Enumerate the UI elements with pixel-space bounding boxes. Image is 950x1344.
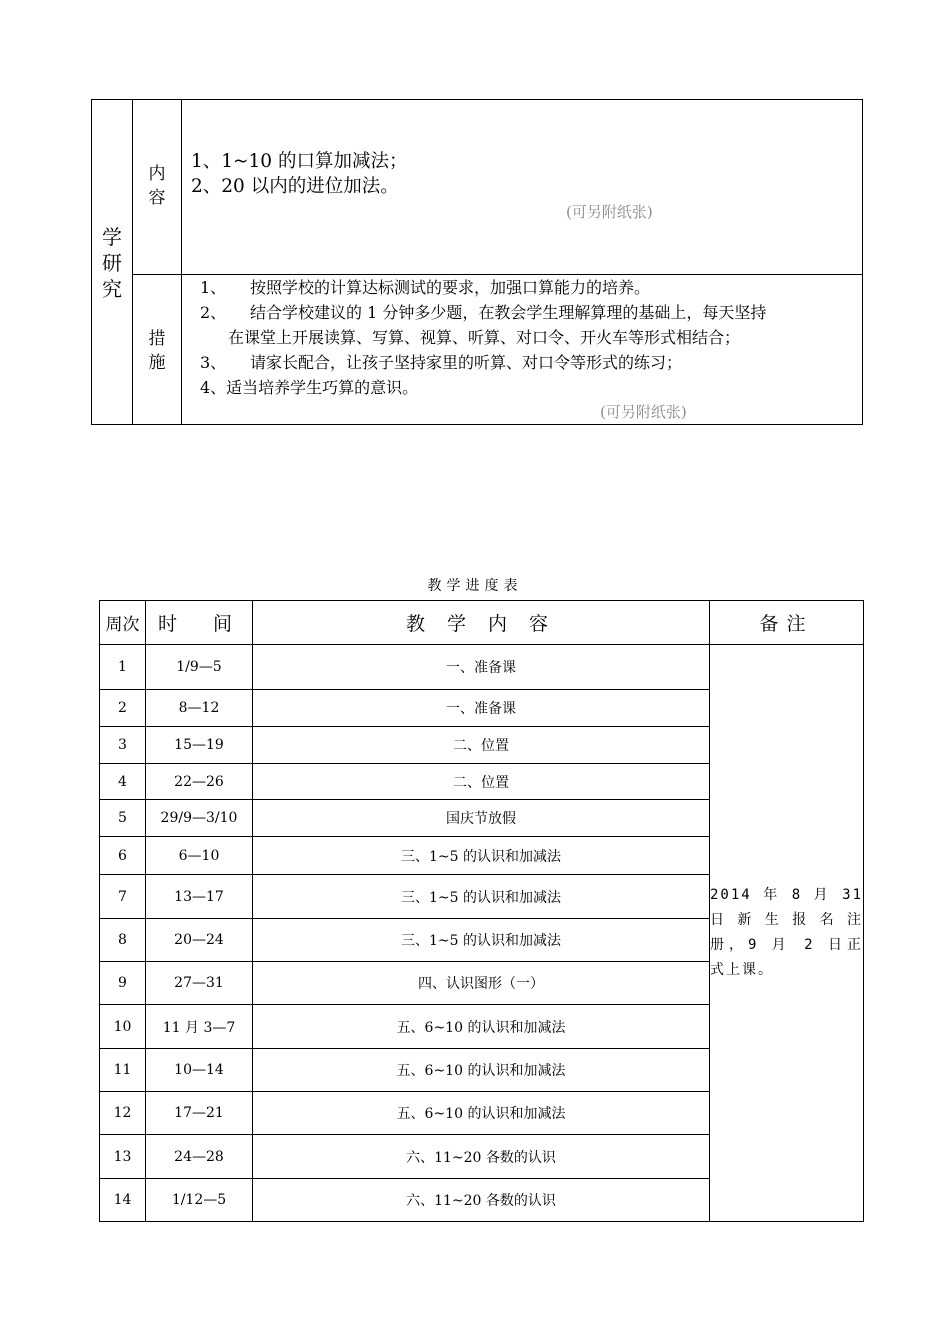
header-week: 周次	[100, 601, 146, 645]
time-cell: 27—31	[146, 962, 253, 1005]
week-cell: 4	[100, 764, 146, 800]
content-cell: 一、准备课	[253, 645, 710, 690]
measure-item: 1、 按照学校的计算达标测试的要求，加强口算能力的培养。	[200, 278, 651, 297]
content-cell: 五、6~10 的认识和加减法	[253, 1049, 710, 1092]
time-cell: 8—12	[146, 690, 253, 727]
measures-cell	[182, 275, 862, 425]
week-cell: 2	[100, 690, 146, 727]
content-cell: 三、1~5 的认识和加减法	[253, 919, 710, 962]
time-cell: 13—17	[146, 875, 253, 919]
header-note: 备注	[710, 601, 864, 645]
week-cell: 11	[100, 1049, 146, 1092]
week-cell: 12	[100, 1092, 146, 1135]
header-time: 时 间	[146, 601, 253, 645]
week-cell: 3	[100, 727, 146, 764]
time-cell: 17—21	[146, 1092, 253, 1135]
remark-line: 册，9 月 2 日正	[710, 937, 863, 953]
measure-item: 2、 结合学校建议的 1 分钟多少题，在教会学生理解算理的基础上，每天坚持	[200, 303, 767, 322]
attach-note: (可另附纸张)	[600, 403, 687, 421]
content-label-cell	[133, 100, 182, 274]
time-cell: 22—26	[146, 764, 253, 800]
content-cell: 四、认识图形（一）	[253, 962, 710, 1005]
measure-item: 3、 请家长配合，让孩子坚持家里的听算、对口令等形式的练习；	[200, 353, 683, 372]
side-label: 学研究	[102, 225, 122, 301]
content-cell: 二、位置	[253, 727, 710, 764]
side-label-cell	[92, 100, 133, 424]
week-cell: 5	[100, 800, 146, 837]
content-row	[133, 100, 862, 275]
time-cell: 1/12—5	[146, 1179, 253, 1222]
content-cell: 一、准备课	[253, 690, 710, 727]
content-cell: 六、11~20 各数的认识	[253, 1135, 710, 1179]
week-cell: 13	[100, 1135, 146, 1179]
research-table	[91, 99, 863, 425]
schedule-title: 教学进度表	[427, 578, 523, 594]
measure-item: 4、适当培养学生巧算的意识。	[200, 378, 419, 397]
content-cell: 五、6~10 的认识和加减法	[253, 1092, 710, 1135]
time-cell: 20—24	[146, 919, 253, 962]
attach-note: (可另附纸张)	[566, 203, 653, 221]
measures-label: 措施	[148, 329, 166, 373]
content-cell: 三、1~5 的认识和加减法	[253, 837, 710, 875]
content-cell	[182, 100, 862, 274]
measures-label-cell	[133, 275, 182, 425]
schedule-table	[99, 600, 864, 1222]
time-cell: 6—10	[146, 837, 253, 875]
time-cell: 1/9—5	[146, 645, 253, 690]
time-cell: 15—19	[146, 727, 253, 764]
week-cell: 14	[100, 1179, 146, 1222]
content-line-1: 1、1~10 的口算加减法；	[191, 151, 408, 172]
week-cell: 8	[100, 919, 146, 962]
content-label: 内容	[148, 164, 166, 208]
time-cell: 10—14	[146, 1049, 253, 1092]
schedule-header-row	[100, 601, 864, 645]
schedule-row	[100, 645, 864, 690]
content-cell: 五、6~10 的认识和加减法	[253, 1005, 710, 1049]
week-cell: 10	[100, 1005, 146, 1049]
measure-item-continued: 在课堂上开展读算、写算、视算、听算、对口令、开火车等形式相结合；	[228, 328, 741, 347]
week-cell: 1	[100, 645, 146, 690]
remark-line: 日新生报名注	[710, 912, 863, 928]
content-cell: 二、位置	[253, 764, 710, 800]
remark-line: 2014 年 8 月 31	[710, 887, 863, 903]
header-content: 教 学 内 容	[253, 601, 710, 645]
content-cell: 国庆节放假	[253, 800, 710, 837]
week-cell: 6	[100, 837, 146, 875]
remark-cell	[710, 645, 864, 1222]
week-cell: 9	[100, 962, 146, 1005]
time-cell: 24—28	[146, 1135, 253, 1179]
time-cell: 11 月 3—7	[146, 1005, 253, 1049]
content-cell: 三、1~5 的认识和加减法	[253, 875, 710, 919]
week-cell: 7	[100, 875, 146, 919]
content-cell: 六、11~20 各数的认识	[253, 1179, 710, 1222]
remark-line: 式上课。	[710, 962, 774, 978]
measures-row	[133, 275, 862, 425]
content-line-2: 2、20 以内的进位加法。	[191, 176, 399, 197]
time-cell: 29/9—3/10	[146, 800, 253, 837]
